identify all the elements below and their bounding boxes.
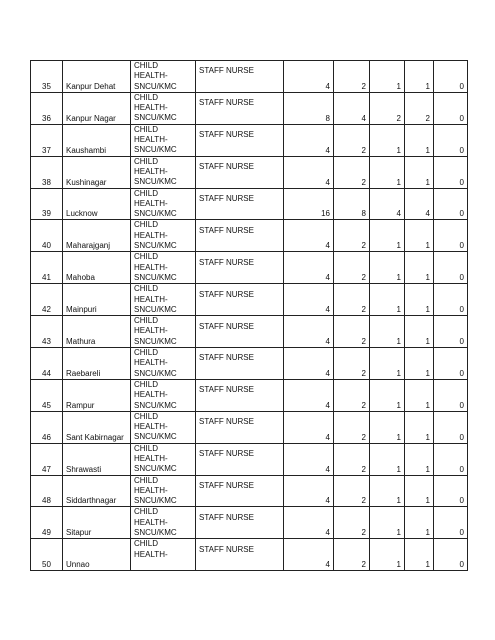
value-cell-5: 0 — [434, 443, 468, 475]
serial-number-cell: 40 — [31, 220, 63, 252]
program-cell — [131, 284, 196, 316]
serial-number-cell: 46 — [31, 411, 63, 443]
value-cell-2: 2 — [334, 539, 370, 571]
post-label: STAFF NURSE — [199, 289, 254, 299]
post-cell — [196, 252, 284, 284]
value-cell-5: 0 — [434, 539, 468, 571]
value-cell-3: 2 — [370, 92, 405, 124]
serial-number-cell: 47 — [31, 443, 63, 475]
table-row — [31, 379, 468, 411]
program-line: HEALTH- — [134, 422, 168, 432]
value-cell-4: 2 — [405, 92, 434, 124]
district-cell: Maharajganj — [63, 220, 131, 252]
district-cell: Kanpur Dehat — [63, 61, 131, 93]
value-cell-4: 1 — [405, 61, 434, 93]
program-line: SNCU/KMC — [134, 209, 177, 219]
value-cell-4: 1 — [405, 507, 434, 539]
value-cell-1: 4 — [284, 443, 334, 475]
post-label: STAFF NURSE — [199, 481, 254, 491]
value-cell-4: 4 — [405, 188, 434, 220]
post-label: STAFF NURSE — [199, 512, 254, 522]
program-line: CHILD — [134, 92, 159, 102]
post-cell — [196, 411, 284, 443]
value-cell-3: 1 — [370, 507, 405, 539]
district-cell: Shrawasti — [63, 443, 131, 475]
program-line: CHILD — [134, 379, 159, 389]
value-cell-1: 4 — [284, 252, 334, 284]
table-row — [31, 539, 468, 571]
program-line: SNCU/KMC — [134, 336, 177, 346]
district-cell: Rampur — [63, 379, 131, 411]
post-label: STAFF NURSE — [199, 225, 254, 235]
program-line: CHILD — [134, 475, 159, 485]
value-cell-4: 1 — [405, 284, 434, 316]
value-cell-1: 4 — [284, 348, 334, 380]
post-cell — [196, 61, 284, 93]
value-cell-3: 4 — [370, 188, 405, 220]
program-line: HEALTH- — [134, 198, 168, 208]
value-cell-5: 0 — [434, 92, 468, 124]
district-cell: Lucknow — [63, 188, 131, 220]
program-cell — [131, 348, 196, 380]
value-cell-5: 0 — [434, 507, 468, 539]
serial-number-cell: 36 — [31, 92, 63, 124]
post-cell — [196, 316, 284, 348]
program-line: HEALTH- — [134, 294, 168, 304]
table-row — [31, 252, 468, 284]
value-cell-4: 1 — [405, 124, 434, 156]
post-cell — [196, 188, 284, 220]
program-cell — [131, 188, 196, 220]
value-cell-4: 1 — [405, 379, 434, 411]
table-row — [31, 411, 468, 443]
district-cell: Kanpur Nagar — [63, 92, 131, 124]
post-label: STAFF NURSE — [199, 385, 254, 395]
program-line: SNCU/KMC — [134, 241, 177, 251]
table-row — [31, 92, 468, 124]
value-cell-2: 2 — [334, 316, 370, 348]
value-cell-4: 1 — [405, 539, 434, 571]
program-line: SNCU/KMC — [134, 113, 177, 123]
post-cell — [196, 124, 284, 156]
district-cell: Sant Kabirnagar — [63, 411, 131, 443]
district-cell: Unnao — [63, 539, 131, 571]
value-cell-2: 2 — [334, 156, 370, 188]
program-line: CHILD — [134, 539, 159, 549]
value-cell-5: 0 — [434, 284, 468, 316]
value-cell-5: 0 — [434, 156, 468, 188]
program-line: CHILD — [134, 411, 159, 421]
program-cell — [131, 124, 196, 156]
program-line: CHILD — [134, 316, 159, 326]
value-cell-4: 1 — [405, 348, 434, 380]
table-row — [31, 220, 468, 252]
program-cell — [131, 156, 196, 188]
value-cell-2: 2 — [334, 252, 370, 284]
value-cell-3: 1 — [370, 539, 405, 571]
value-cell-2: 2 — [334, 284, 370, 316]
value-cell-1: 4 — [284, 220, 334, 252]
table-row — [31, 61, 468, 93]
serial-number-cell: 49 — [31, 507, 63, 539]
value-cell-3: 1 — [370, 316, 405, 348]
post-label: STAFF NURSE — [199, 98, 254, 108]
value-cell-2: 2 — [334, 443, 370, 475]
table-row — [31, 284, 468, 316]
value-cell-3: 1 — [370, 220, 405, 252]
serial-number-cell: 43 — [31, 316, 63, 348]
value-cell-4: 1 — [405, 252, 434, 284]
table-row — [31, 156, 468, 188]
program-cell — [131, 61, 196, 93]
value-cell-5: 0 — [434, 411, 468, 443]
value-cell-1: 4 — [284, 124, 334, 156]
value-cell-5: 0 — [434, 61, 468, 93]
serial-number-cell: 44 — [31, 348, 63, 380]
program-line: CHILD — [134, 156, 159, 166]
program-line: HEALTH- — [134, 230, 168, 240]
program-line: SNCU/KMC — [134, 81, 177, 91]
post-cell — [196, 379, 284, 411]
post-label: STAFF NURSE — [199, 130, 254, 140]
post-cell — [196, 507, 284, 539]
value-cell-3: 1 — [370, 443, 405, 475]
program-line: HEALTH- — [134, 358, 168, 368]
value-cell-2: 2 — [334, 124, 370, 156]
district-cell: Mahoba — [63, 252, 131, 284]
program-line: HEALTH- — [134, 549, 168, 559]
value-cell-1: 4 — [284, 475, 334, 507]
value-cell-5: 0 — [434, 316, 468, 348]
post-label: STAFF NURSE — [199, 257, 254, 267]
value-cell-5: 0 — [434, 124, 468, 156]
post-cell — [196, 539, 284, 571]
table-row — [31, 507, 468, 539]
district-cell: Sitapur — [63, 507, 131, 539]
program-line: HEALTH- — [134, 103, 168, 113]
post-cell — [196, 284, 284, 316]
table-row — [31, 124, 468, 156]
value-cell-3: 1 — [370, 348, 405, 380]
value-cell-3: 1 — [370, 284, 405, 316]
value-cell-5: 0 — [434, 220, 468, 252]
value-cell-1: 16 — [284, 188, 334, 220]
post-cell — [196, 348, 284, 380]
value-cell-4: 1 — [405, 220, 434, 252]
post-cell — [196, 156, 284, 188]
program-line: CHILD — [134, 252, 159, 262]
value-cell-2: 2 — [334, 379, 370, 411]
post-label: STAFF NURSE — [199, 353, 254, 363]
value-cell-1: 8 — [284, 92, 334, 124]
serial-number-cell: 45 — [31, 379, 63, 411]
value-cell-2: 2 — [334, 348, 370, 380]
program-cell — [131, 220, 196, 252]
program-line: CHILD — [134, 220, 159, 230]
program-cell — [131, 539, 196, 571]
value-cell-3: 1 — [370, 61, 405, 93]
value-cell-1: 4 — [284, 507, 334, 539]
value-cell-1: 4 — [284, 539, 334, 571]
value-cell-3: 1 — [370, 475, 405, 507]
value-cell-5: 0 — [434, 252, 468, 284]
program-line: SNCU/KMC — [134, 496, 177, 506]
district-cell: Siddarthnagar — [63, 475, 131, 507]
value-cell-1: 4 — [284, 379, 334, 411]
program-line: SNCU/KMC — [134, 304, 177, 314]
post-label: STAFF NURSE — [199, 162, 254, 172]
program-line: SNCU/KMC — [134, 432, 177, 442]
program-line: CHILD — [134, 284, 159, 294]
post-cell — [196, 220, 284, 252]
program-line: SNCU/KMC — [134, 464, 177, 474]
value-cell-5: 0 — [434, 379, 468, 411]
serial-number-cell: 37 — [31, 124, 63, 156]
program-line: CHILD — [134, 124, 159, 134]
value-cell-2: 4 — [334, 92, 370, 124]
program-line: SNCU/KMC — [134, 400, 177, 410]
serial-number-cell: 50 — [31, 539, 63, 571]
program-line: SNCU/KMC — [134, 528, 177, 538]
serial-number-cell: 42 — [31, 284, 63, 316]
table-row — [31, 348, 468, 380]
value-cell-3: 1 — [370, 379, 405, 411]
district-cell: Kushinagar — [63, 156, 131, 188]
value-cell-4: 1 — [405, 443, 434, 475]
value-cell-2: 2 — [334, 507, 370, 539]
program-cell — [131, 316, 196, 348]
program-line: HEALTH- — [134, 517, 168, 527]
value-cell-5: 0 — [434, 475, 468, 507]
program-line: HEALTH- — [134, 453, 168, 463]
value-cell-4: 1 — [405, 156, 434, 188]
program-line: SNCU/KMC — [134, 368, 177, 378]
post-label: STAFF NURSE — [199, 417, 254, 427]
district-cell: Raebareli — [63, 348, 131, 380]
value-cell-5: 0 — [434, 188, 468, 220]
post-cell — [196, 92, 284, 124]
value-cell-2: 8 — [334, 188, 370, 220]
value-cell-5: 0 — [434, 348, 468, 380]
value-cell-2: 2 — [334, 475, 370, 507]
post-label: STAFF NURSE — [199, 544, 254, 554]
value-cell-4: 1 — [405, 411, 434, 443]
value-cell-4: 1 — [405, 475, 434, 507]
table-row — [31, 316, 468, 348]
program-line: CHILD — [134, 507, 159, 517]
table-body — [31, 61, 468, 571]
value-cell-1: 4 — [284, 411, 334, 443]
program-line: HEALTH- — [134, 166, 168, 176]
serial-number-cell: 41 — [31, 252, 63, 284]
program-line: HEALTH- — [134, 262, 168, 272]
value-cell-3: 1 — [370, 124, 405, 156]
value-cell-4: 1 — [405, 316, 434, 348]
value-cell-3: 1 — [370, 156, 405, 188]
program-line: HEALTH- — [134, 71, 168, 81]
table-row — [31, 475, 468, 507]
table-row — [31, 443, 468, 475]
program-line: CHILD — [134, 443, 159, 453]
vacancy-table — [30, 60, 468, 571]
program-line: CHILD — [134, 348, 159, 358]
value-cell-3: 1 — [370, 411, 405, 443]
serial-number-cell: 39 — [31, 188, 63, 220]
value-cell-1: 4 — [284, 284, 334, 316]
serial-number-cell: 38 — [31, 156, 63, 188]
program-cell — [131, 92, 196, 124]
value-cell-3: 1 — [370, 252, 405, 284]
value-cell-1: 4 — [284, 156, 334, 188]
post-label: STAFF NURSE — [199, 449, 254, 459]
value-cell-1: 4 — [284, 61, 334, 93]
program-line: CHILD — [134, 188, 159, 198]
post-label: STAFF NURSE — [199, 66, 254, 76]
post-label: STAFF NURSE — [199, 194, 254, 203]
program-cell — [131, 443, 196, 475]
program-line: HEALTH- — [134, 135, 168, 145]
program-cell — [131, 252, 196, 284]
program-line: SNCU/KMC — [134, 145, 177, 155]
district-cell: Kaushambi — [63, 124, 131, 156]
program-cell — [131, 411, 196, 443]
district-cell: Mainpuri — [63, 284, 131, 316]
value-cell-2: 2 — [334, 220, 370, 252]
program-cell — [131, 475, 196, 507]
post-label: STAFF NURSE — [199, 321, 254, 331]
serial-number-cell: 35 — [31, 61, 63, 93]
program-line: HEALTH- — [134, 326, 168, 336]
district-cell: Mathura — [63, 316, 131, 348]
program-line: SNCU/KMC — [134, 177, 177, 187]
value-cell-1: 4 — [284, 316, 334, 348]
program-cell — [131, 507, 196, 539]
post-cell — [196, 475, 284, 507]
serial-number-cell: 48 — [31, 475, 63, 507]
value-cell-2: 2 — [334, 61, 370, 93]
program-cell — [131, 379, 196, 411]
program-line: HEALTH- — [134, 390, 168, 400]
program-line: HEALTH- — [134, 485, 168, 495]
table-row — [31, 188, 468, 220]
value-cell-2: 2 — [334, 411, 370, 443]
program-line: CHILD — [134, 61, 159, 70]
program-line: SNCU/KMC — [134, 272, 177, 282]
post-cell — [196, 443, 284, 475]
